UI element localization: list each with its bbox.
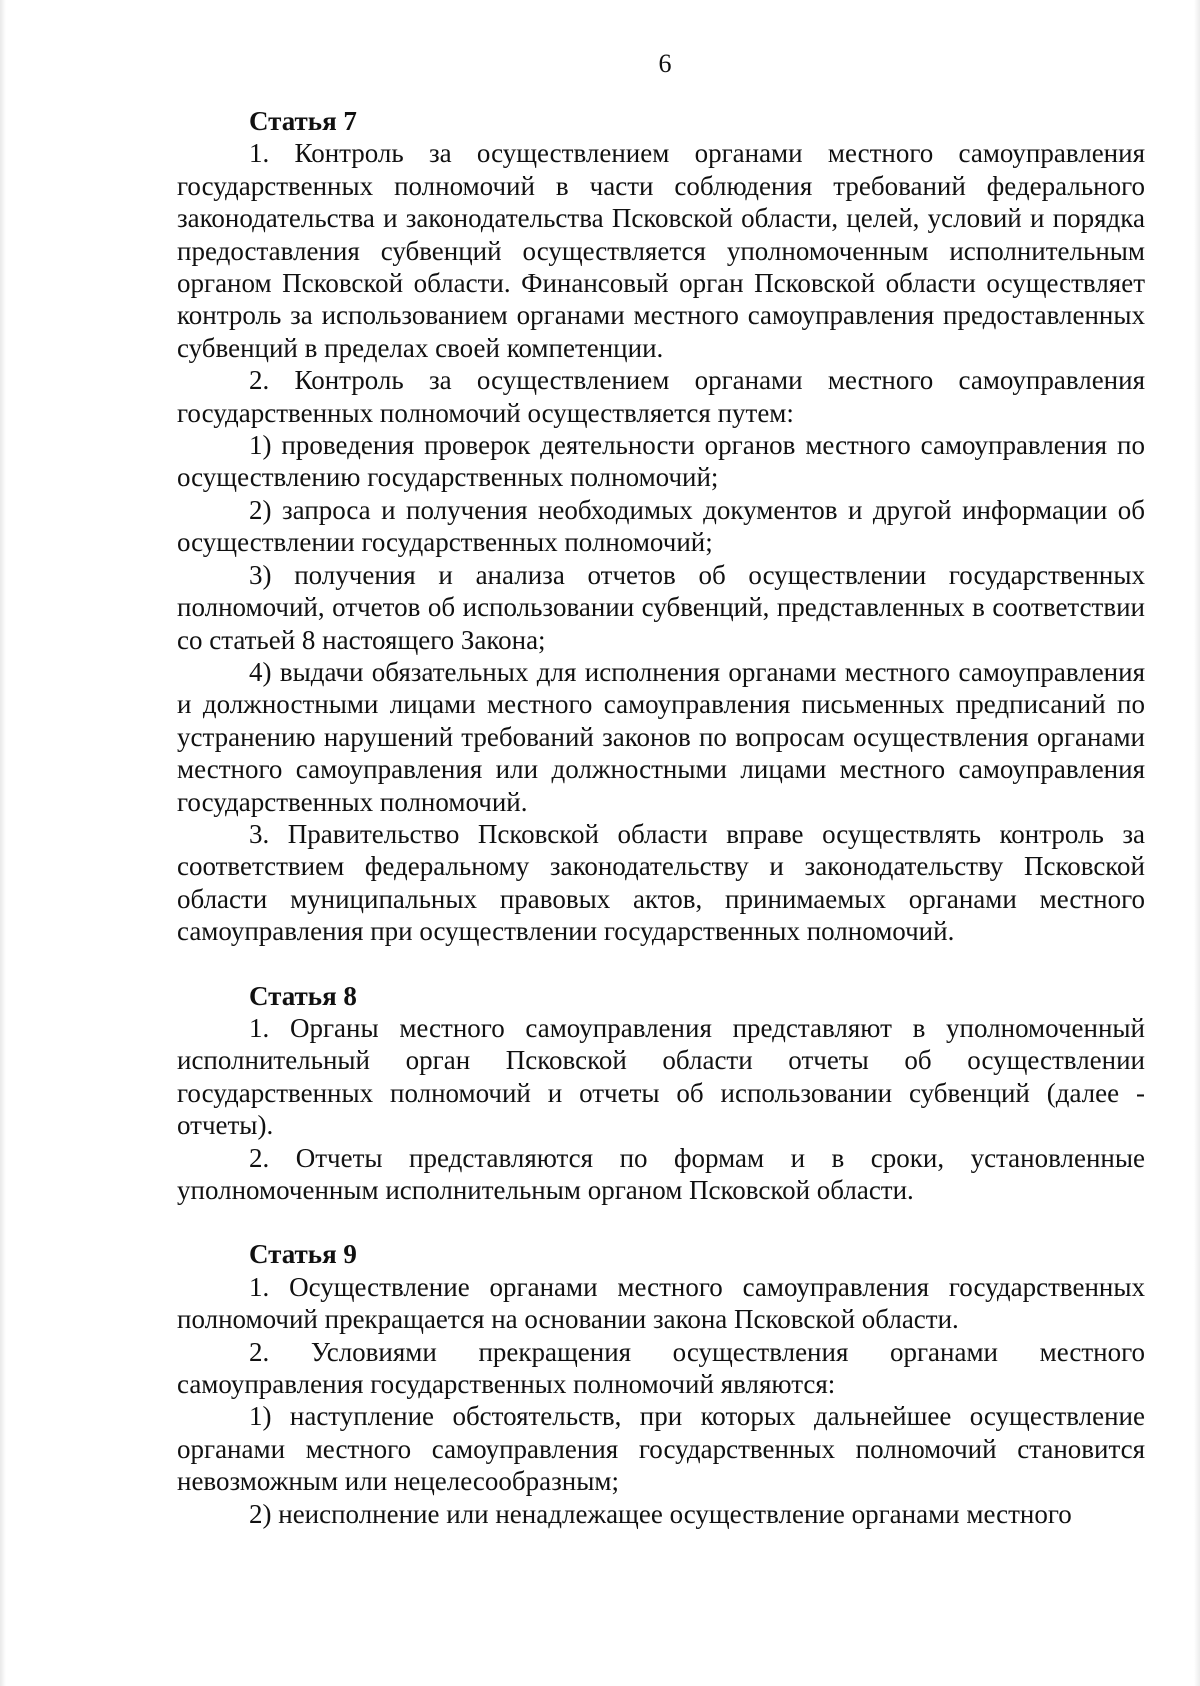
article-paragraph: 4) выдачи обязательных для исполнения органами местного самоуправления и должностными лицами местного самоуправления письменных предписаний по устранению нарушений требований законов по вопросам осуществления органами местного самоуправления или должностными лицами местного самоуправления государственных полномочий. [177, 656, 1145, 817]
document-body [177, 105, 1145, 1530]
article-paragraph: 3. Правительство Псковской области вправе осуществлять контроль за соответствием федеральному законодательству и законодательству Псковской области муниципальных правовых актов, принимаемых органами местного самоуправления при осуществлении государственных полномочий. [177, 818, 1145, 947]
section-spacer [177, 1206, 1145, 1238]
article-paragraph: 3) получения и анализа отчетов об осуществлении государственных полномочий, отчетов об использовании субвенций, представленных в соответствии со статьей 8 настоящего Закона; [177, 559, 1145, 655]
article-title: Статья 7 [249, 106, 357, 136]
article-8 [177, 980, 1145, 1207]
article-paragraph: 1) проведения проверок деятельности органов местного самоуправления по осуществлению государственных полномочий; [177, 430, 1145, 493]
page-number: 6 [658, 49, 672, 78]
article-7 [177, 105, 1145, 948]
article-paragraph: 2. Контроль за осуществлением органами местного самоуправления государственных полномочий осуществляется путем: [177, 365, 1145, 428]
article-paragraph: 2. Отчеты представляются по формам и в сроки, установленные уполномоченным исполнительным органом Псковской области. [177, 1142, 1145, 1205]
article-paragraph: 2) неисполнение или ненадлежащее осуществление органами местного [249, 1498, 1072, 1529]
article-title: Статья 9 [249, 1239, 357, 1270]
article-paragraph: 1. Контроль за осуществлением органами местного самоуправления государственных полномочий в части соблюдения требований федерального законодательства и законодательства Псковской области, целей, условий и порядка предоставления субвенций осуществляется уполномоченным исполнительным органом Псковской области. Финансовый орган Псковской области осуществляет контроль за использованием органами местного самоуправления предоставленных субвенций в пределах своей компетенции. [177, 138, 1145, 363]
article-paragraph: 1. Осуществление органами местного самоуправления государственных полномочий прекращается на основании закона Псковской области. [177, 1271, 1145, 1335]
article-title: Статья 8 [249, 980, 357, 1011]
article-paragraph: 2) запроса и получения необходимых документов и другой информации об осуществлении государственных полномочий; [177, 494, 1145, 558]
scan-edge-right [1194, 0, 1200, 1686]
article-9 [177, 1238, 1145, 1530]
article-paragraph: 1) наступление обстоятельств, при которых дальнейшее осуществление органами местного самоуправления государственных полномочий становится невозможным или нецелесообразным; [177, 1401, 1145, 1497]
article-paragraph: 1. Органы местного самоуправления представляют в уполномоченный исполнительный орган Псковской области отчеты об осуществлении государственных полномочий и отчеты об использовании субвенций (далее - отчеты). [177, 1012, 1145, 1141]
scan-edge-left [0, 0, 6, 1686]
article-paragraph: 2. Условиями прекращения осуществления органами местного самоуправления государственных полномочий являются: [177, 1336, 1145, 1400]
section-spacer [177, 948, 1145, 980]
